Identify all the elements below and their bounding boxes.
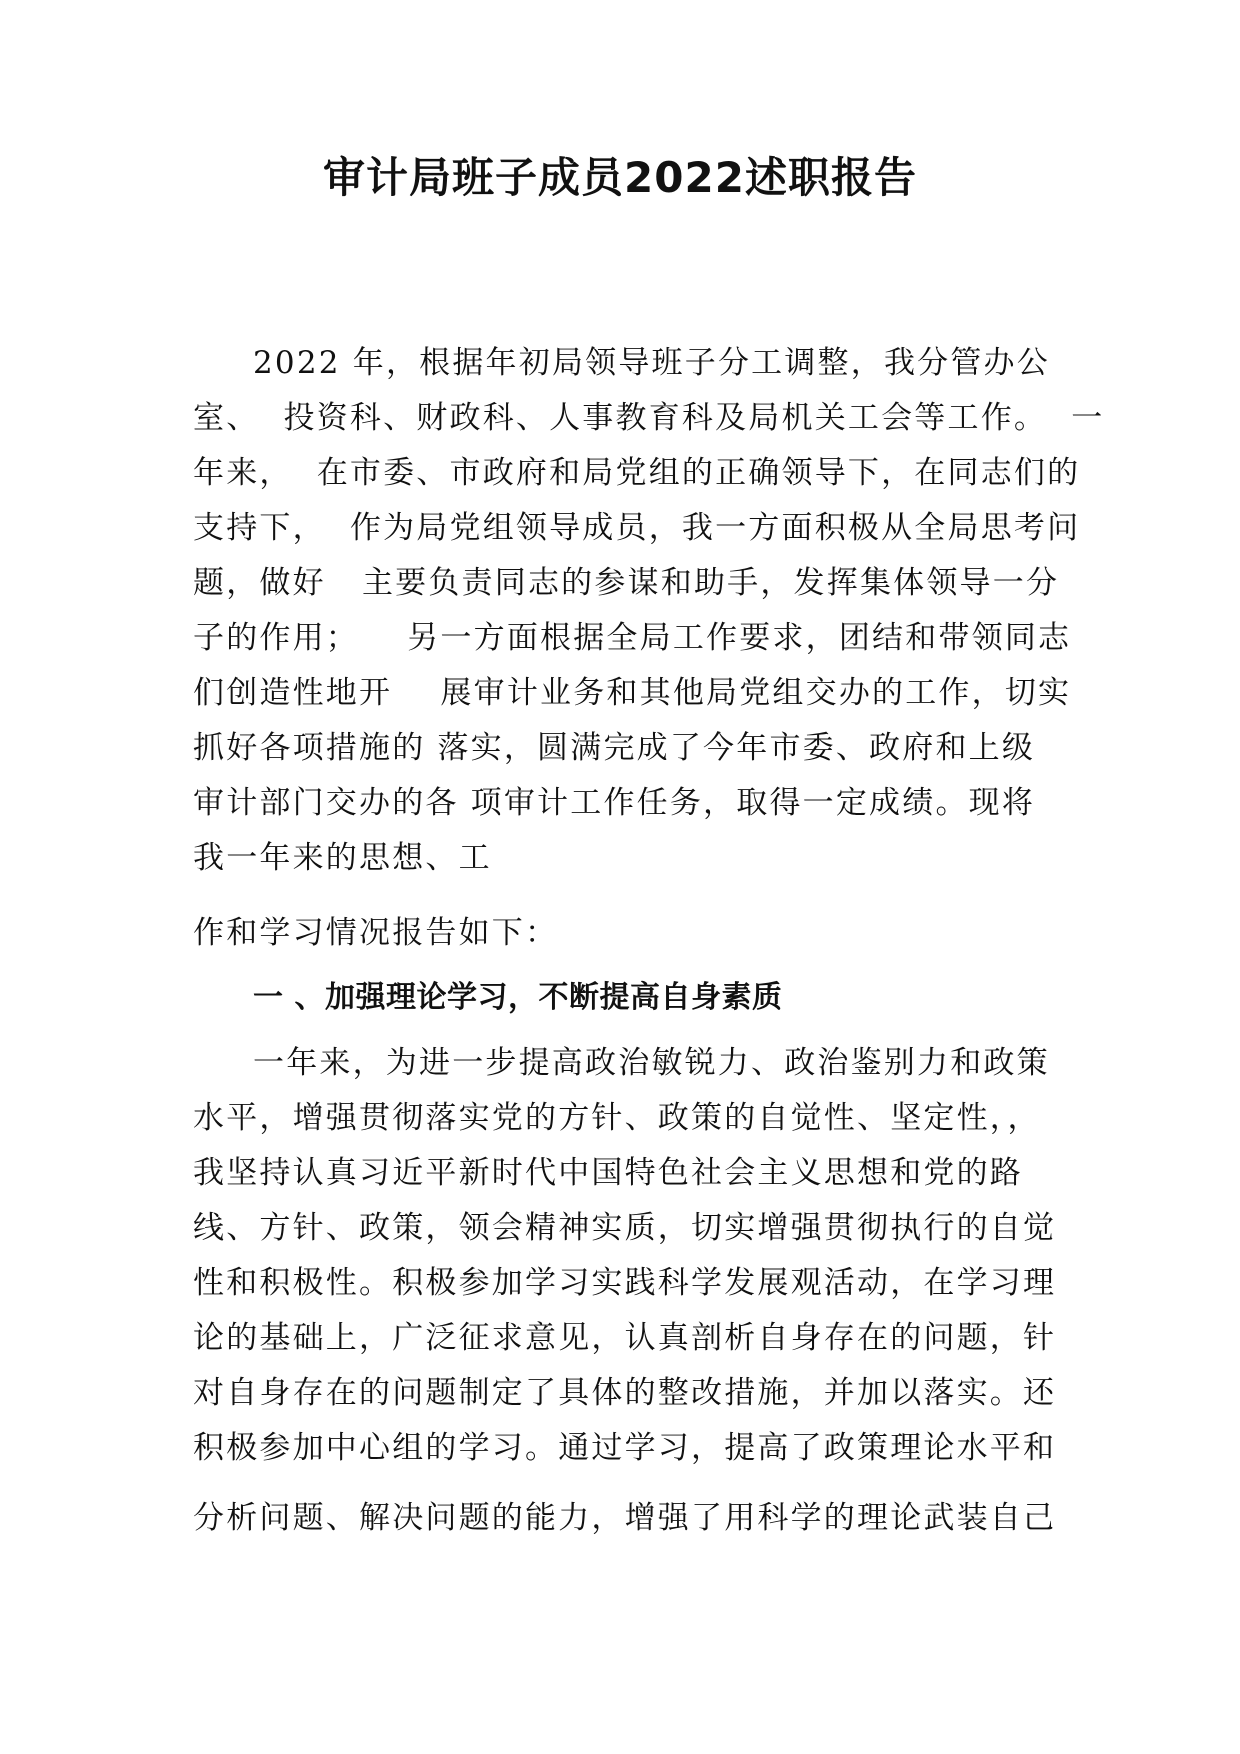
section-heading: 一 、加强理论学习，不断提高自身素质 <box>253 980 783 1015</box>
body-line: 对自身存在的问题制定了具体的整改措施，并加以落实。还 <box>193 1375 1057 1411</box>
intro-line: 们创造性地开 展审计业务和其他局党组交办的工作，切实 <box>193 675 1072 711</box>
body-line: 性和积极性。积极参加学习实践科学发展观活动，在学习理 <box>193 1265 1057 1301</box>
intro-line: 支持下， 作为局党组领导成员，我一方面积极从全局思考问 <box>193 510 1081 546</box>
intro-line: 室、 投资科、财政科、人事教育科及局机关工会等工作。 一 <box>193 400 1105 436</box>
intro-tail-line: 作和学习情况报告如下： <box>193 915 559 951</box>
intro-line: 我一年来的思想、工 <box>193 840 492 876</box>
body-line: 线、方针、政策，领会精神实质，切实增强贯彻执行的自觉 <box>193 1210 1057 1246</box>
intro-line: 子的作用； 另一方面根据全局工作要求，团结和带领同志 <box>193 620 1072 656</box>
intro-line: 抓好各项措施的 落实，圆满完成了今年市委、政府和上级 <box>193 730 1036 766</box>
body-line: 我坚持认真习近平新时代中国特色社会主义思想和党的路 <box>193 1155 1023 1191</box>
intro-line: 年来， 在市委、市政府和局党组的正确领导下，在同志们的 <box>193 455 1081 491</box>
intro-line: 2022 年，根据年初局领导班子分工调整，我分管办公 <box>253 345 1050 381</box>
intro-line: 题，做好 主要负责同志的参谋和助手，发挥集体领导一分 <box>193 565 1060 601</box>
intro-line: 审计部门交办的各 项审计工作任务，取得一定成绩。现将 <box>193 785 1036 821</box>
body-line: 分析问题、解决问题的能力，增强了用科学的理论武装自己 <box>193 1500 1057 1536</box>
body-line: 一年来，为进一步提高政治敏锐力、政治鉴别力和政策 <box>253 1045 1050 1081</box>
page-title: 审计局班子成员2022述职报告 <box>323 153 917 202</box>
body-line: 论的基础上，广泛征求意见，认真剖析自身存在的问题，针 <box>193 1320 1057 1356</box>
body-line: 积极参加中心组的学习。通过学习，提高了政策理论水平和 <box>193 1430 1057 1466</box>
body-line: 水平，增强贯彻落实党的方针、政策的自觉性、坚定性，， <box>193 1100 1041 1136</box>
